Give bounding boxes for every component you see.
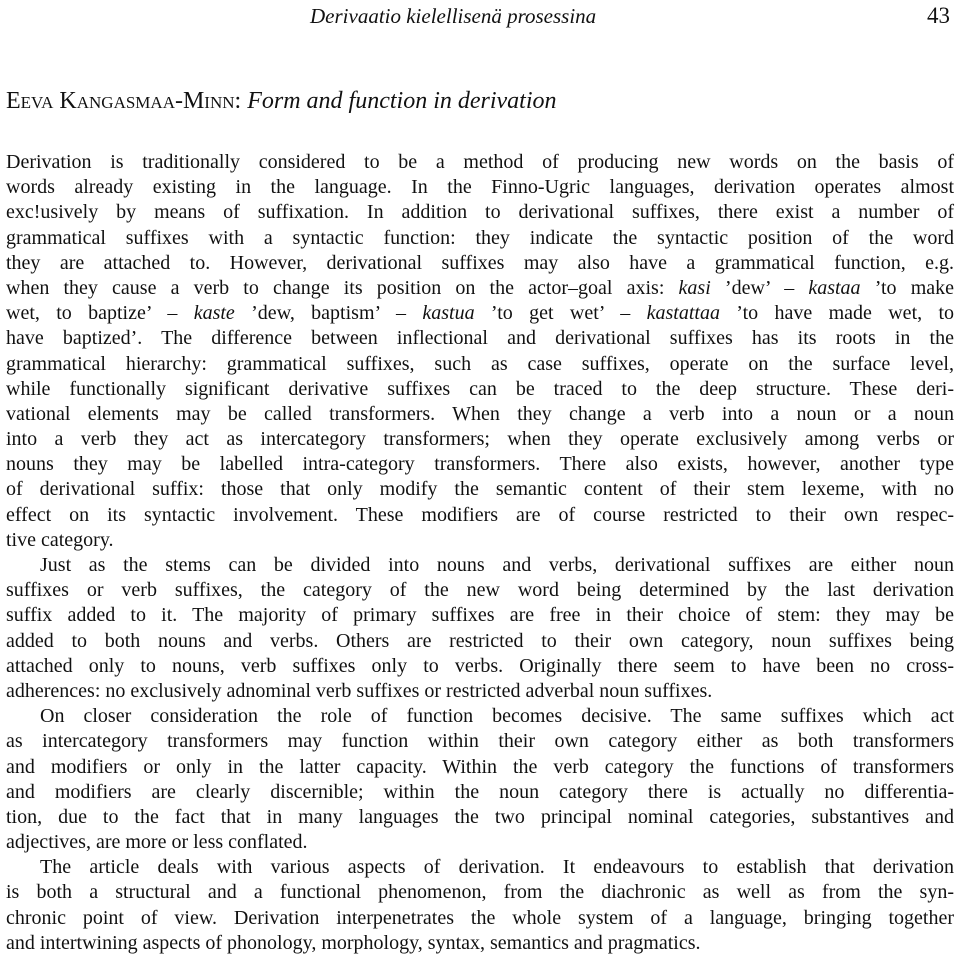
text-line: suffixes or verb suffixes, the category of the new word being determined by the last derivation: [6, 579, 954, 602]
paragraph: [6, 855, 954, 956]
article-heading: [6, 86, 557, 116]
author-name: Eeva Kangasmaa-Minn: [6, 88, 235, 114]
text-line: attached only to nouns, verb suffixes only to verbs. Originally there seem to have been no cross-: [6, 654, 954, 677]
page-number: 43: [927, 3, 950, 28]
text-line: wet, to baptize’ – kaste ’dew, baptism’ – kastua ’to get wet’ – kastattaa ’to have made wet, to: [6, 302, 955, 325]
text-line: chronic point of view. Derivation interpenetrates the whole system of a language, bringing together: [6, 906, 954, 929]
text-line: have baptized’. The difference between inflectional and derivational suffixes has its roots in the: [6, 327, 954, 350]
text-line: Derivation is traditionally considered to be a method of producing new words on the basis of: [6, 151, 954, 173]
text-line: they are attached to. However, derivational suffixes may also have a grammatical function, e.g.: [6, 251, 954, 274]
text-line: as intercategory transformers may function within their own category either as both transformers: [6, 730, 954, 753]
text-line: is both a structural and a functional phenomenon, from the diachronic as well as from the syn-: [6, 881, 954, 904]
text-line: and modifiers or only in the latter capacity. Within the verb category the functions of transformers: [6, 755, 954, 778]
text-line: and modifiers are clearly discernible; within the noun category there is actually no differentia-: [6, 780, 954, 803]
text-line: words already existing in the language. In the Finno-Ugric languages, derivation operates almost: [6, 176, 954, 199]
italic-term: kastaa: [808, 276, 861, 299]
text-line: On closer consideration the role of function becomes decisive. The same suffixes which act: [40, 705, 954, 728]
text-line: of derivational suffix: those that only modify the semantic content of their stem lexeme, with no: [6, 478, 954, 501]
text-line: adjectives, are more or less conflated.: [6, 831, 308, 854]
italic-term: kastattaa: [646, 302, 720, 325]
text-line: when they cause a verb to change its position on the actor–goal axis: kasi ’dew’ – kastaa ’to make: [6, 276, 955, 299]
article-title: Form and function in derivation: [247, 88, 557, 114]
running-head: [0, 2, 960, 32]
text-line: nouns they may be labelled intra-category transformers. There also exists, however, another type: [6, 453, 954, 476]
text-line: tion, due to the fact that in many languages the two principal nominal categories, substantives and: [6, 805, 954, 828]
text-line: into a verb they act as intercategory transformers; when they operate exclusively among verbs or: [6, 428, 954, 451]
text-line: vational elements may be called transformers. When they change a verb into a noun or a noun: [6, 402, 954, 425]
text-line: suffix added to it. The majority of primary suffixes are free in their choice of stem: they may be: [6, 604, 954, 627]
text-line: The article deals with various aspects of derivation. It endeavours to establish that derivation: [40, 856, 954, 879]
abstract-body: [6, 150, 954, 956]
paragraph: [6, 553, 954, 704]
text-line: added to both nouns and verbs. Others are restricted to their own category, noun suffixes being: [6, 629, 954, 652]
text-line: grammatical hierarchy: grammatical suffixes, such as case suffixes, operate on the surface level,: [6, 352, 954, 375]
running-head-title: Derivaatio kielellisenä prosessina: [310, 4, 597, 28]
text-line: effect on its syntactic involvement. These modifiers are of course restricted to their own respec-: [6, 503, 954, 526]
paragraph: [6, 150, 954, 553]
italic-term: kaste: [193, 302, 235, 325]
text-line: adherences: no exclusively adnominal verb suffixes or restricted adverbal noun suffixes.: [6, 679, 713, 702]
paragraph: [6, 704, 954, 855]
text-line: and intertwining aspects of phonology, morphology, syntax, semantics and pragmatics.: [6, 931, 701, 954]
text-line: grammatical suffixes with a syntactic function: they indicate the syntactic position of the word: [6, 226, 954, 249]
italic-term: kastua: [422, 302, 475, 325]
italic-term: kasi: [678, 276, 711, 299]
text-line: tive category.: [6, 528, 114, 551]
heading-separator: :: [234, 88, 248, 114]
text-line: while functionally significant derivative suffixes can be traced to the deep structure. These deri-: [6, 377, 954, 400]
text-line: Just as the stems can be divided into nouns and verbs, derivational suffixes are either noun: [40, 554, 954, 576]
text-line: exc!usively by means of suffixation. In addition to derivational suffixes, there exist a number of: [6, 201, 954, 224]
